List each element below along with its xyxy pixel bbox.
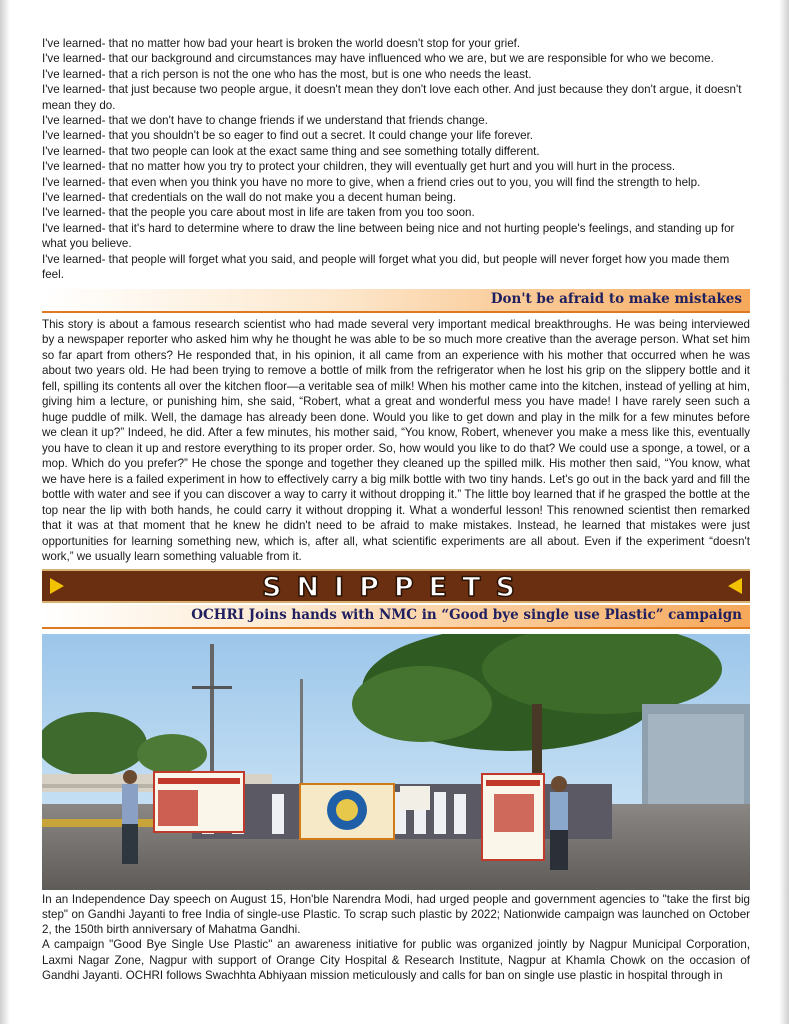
lesson-line: I've learned- that two people can look at the exact same thing and see something totally different. bbox=[42, 144, 540, 158]
snippet-heading: OCHRI Joins hands with NMC in “Good bye single use Plastic” campaign bbox=[191, 606, 742, 623]
lesson-line: I've learned- that even when you think you have no more to give, when a friend cries out to you, you will find the strength to help. bbox=[42, 175, 701, 189]
story-heading-bar bbox=[42, 289, 750, 313]
snippets-banner bbox=[42, 569, 750, 603]
page-edge-right bbox=[779, 0, 789, 1024]
page-edge-left bbox=[0, 0, 10, 1024]
lesson-line: I've learned- that it's hard to determine where to draw the line between being nice and not hurting people's feelings, and standing up for what you believe. bbox=[42, 221, 735, 251]
campaign-photo bbox=[42, 634, 750, 890]
lesson-line: I've learned- that the people you care about most in life are taken from you too soon. bbox=[42, 206, 475, 220]
snippets-banner-text: SNIPPETS bbox=[262, 571, 530, 603]
snippet-heading-bar bbox=[42, 605, 750, 629]
lesson-line: I've learned- that just because two people argue, it doesn't mean they don't love each other. And just because they don't argue, it doesn't mean they do. bbox=[42, 83, 742, 112]
story-body: This story is about a famous research scientist who had made several very important medical breakthroughs. He was being interviewed by a newspaper reporter who asked him why he thought he was able to be so much more creative than the average person. What set him so far apart from others? He responded that, in his opinion, it all came from an experience with his mother that occurred when he was about two years old. He had been trying to remove a bottle of milk from the refrigerator when he lost his grip on the slippery bottle and it fell, spilling its contents all over the kitchen floor—a veritable sea of milk! When his mother came into the kitchen, instead of yelling at him, giving him a lecture, or punishing him, she said, “Robert, what a great and wonderful mess you have made! I have rarely seen such a huge puddle of milk. Well, the damage has already been done. Would you like to get down and play in the milk for a few minutes before we clean it up?” Indeed, he did. After a few minutes, his mother said, “You know, Robert, whenever you make a mess like this, eventually you have to clean it up and restore everything to its proper order. So, how would you like to do that? We could use a sponge, a towel, or a mop. Which do you prefer?” He chose the sponge and together they cleaned up the spilled milk. His mother then said, “You know, what we have here is a failed experiment in how to effectively carry a big milk bottle with two tiny hands. Let's go out in the back yard and fill the bottle with water and see if you can discover a way to carry it without dropping it.” The little boy learned that if he grasped the bottle at the top near the lip with both hands, he could carry it without dropping it. What a wonderful lesson! This renowned scientist then remarked that it was at that moment that he knew he didn't need to be afraid to make mistakes. Instead, he learned that mistakes were just opportunities for learning something new, which is, after all, what scientific experiments are all about. Even if the experiment “doesn't work,” we usually learn something valuable from it. bbox=[42, 317, 750, 563]
snippet-caption-2: A campaign "Good Bye Single Use Plastic" an awareness initiative for public was organized jointly by Nagpur Municipal Corporation, Laxmi Nagar Zone, Nagpur with support of Orange City Hospital & Research Institute, Nagpur at Khamla Chowk on the occasion of Gandhi Jayanti. OCHRI follows Swachhta Abhiyaan mission meticulously and calls for ban on single use plastic in hospital through in bbox=[42, 938, 750, 982]
lesson-line: I've learned- that no matter how you try to protect your children, they will eventually get hurt and you will hurt in the process. bbox=[42, 160, 676, 174]
lesson-line: I've learned- that no matter how bad your heart is broken the world doesn't stop for your grief. bbox=[42, 37, 521, 50]
lesson-line: I've learned- that credentials on the wall do not make you a decent human being. bbox=[42, 191, 457, 205]
document-page bbox=[42, 36, 750, 983]
lesson-line: I've learned- that people will forget what you said, and people will forget what you did, but people will never forget how you made them feel. bbox=[42, 252, 730, 282]
triangle-left-icon bbox=[728, 578, 742, 594]
lesson-line: I've learned- that we don't have to change friends if we understand that friends change. bbox=[42, 114, 488, 128]
snippet-caption-1: In an Independence Day speech on August 15, Hon'ble Narendra Modi, had urged people and government agencies to "take the first big step" on Gandhi Jayanti to free India of single-use Plastic. To scrap such plastic by 2022; Nationwide campaign was launched on October 2, the 150th birth anniversary of Mahatma Gandhi. bbox=[42, 892, 750, 937]
lessons-list bbox=[42, 36, 750, 283]
lesson-line: I've learned- that you shouldn't be so eager to find out a secret. It could change your life forever. bbox=[42, 129, 534, 143]
lesson-line: I've learned- that a rich person is not the one who has the most, but is one who needs the least. bbox=[42, 67, 532, 81]
story-heading: Don't be afraid to make mistakes bbox=[490, 290, 742, 307]
lesson-line: I've learned- that our background and circumstances may have influenced who we are, but we are responsible for who we become. bbox=[42, 52, 714, 66]
